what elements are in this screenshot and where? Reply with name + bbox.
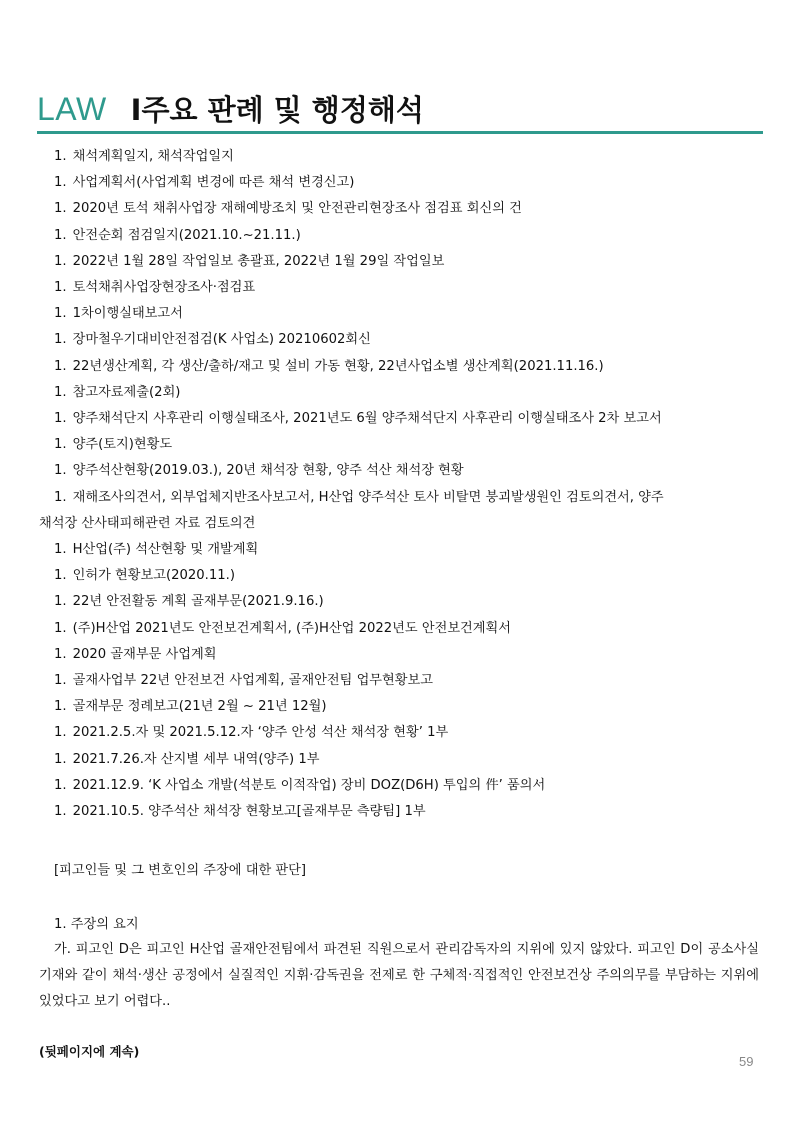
evidence-list — [39, 144, 759, 825]
list-item-text: 양주채석단지 사후관리 이행실태조사, 2021년도 6월 양주채석단지 사후관리 이행실태조사 2차 보고서 — [72, 411, 662, 427]
list-item-number: 1. — [54, 280, 67, 296]
list-item — [39, 144, 759, 170]
list-item-text: 2020 골재부문 사업계획 — [72, 646, 217, 662]
list-item — [39, 799, 759, 825]
list-item — [39, 196, 759, 222]
list-item-text: 22년생산계획, 각 생산/출하/재고 및 설비 가동 현황, 22년사업소별 생산계획(2021.11.16.) — [72, 358, 604, 374]
page-title: Ⅰ주요 판례 및 행정해석 — [130, 93, 424, 127]
list-item-number: 1. — [54, 227, 67, 243]
list-item — [39, 249, 759, 275]
list-item-number: 1. — [54, 725, 67, 741]
list-item — [39, 170, 759, 196]
list-item — [39, 773, 759, 799]
list-item-number: 1. — [54, 673, 67, 689]
list-item — [39, 301, 759, 327]
judgment-heading: [피고인들 및 그 변호인의 주장에 대한 판단] — [54, 863, 307, 878]
list-item-number: 1. — [54, 384, 67, 400]
list-item — [39, 432, 759, 458]
list-item-text: 22년 안전활동 계획 골재부문(2021.9.16.) — [72, 594, 324, 610]
list-item — [39, 616, 759, 642]
section-tag: LAW — [37, 91, 107, 127]
list-item-text: 2021.7.26.자 산지별 세부 내역(양주) 1부 — [72, 751, 320, 767]
list-item-text: 안전순회 점검일지(2021.10.~21.11.) — [72, 227, 301, 243]
list-item-number: 1. — [54, 594, 67, 610]
list-item — [39, 275, 759, 301]
list-item-number: 1. — [54, 777, 67, 793]
header-divider — [37, 131, 763, 134]
list-item-number: 1. — [54, 804, 67, 820]
list-item-number: 1. — [54, 489, 67, 505]
list-item-continuation: 채석장 산사태피해관련 자료 검토의견 — [39, 515, 256, 531]
list-item — [39, 327, 759, 353]
list-item-text: 골재부문 정례보고(21년 2월 ~ 21년 12월) — [72, 699, 327, 715]
list-item-number: 1. — [54, 751, 67, 767]
list-item — [39, 720, 759, 746]
list-item — [39, 354, 759, 380]
list-item-text: 2020년 토석 채취사업장 재해예방조치 및 안전관리현장조사 점검표 회신의 건 — [72, 201, 522, 217]
list-item-number: 1. — [54, 358, 67, 374]
list-item-text: 양주(토지)현황도 — [72, 437, 173, 453]
list-item-number: 1. — [54, 175, 67, 191]
page-header — [37, 88, 424, 129]
list-item-text: (주)H산업 2021년도 안전보건계획서, (주)H산업 2022년도 안전보건계획서 — [72, 620, 512, 636]
list-item-number: 1. — [54, 620, 67, 636]
list-item-number: 1. — [54, 306, 67, 322]
list-item-text: 2021.2.5.자 및 2021.5.12.자 ‘양주 안성 석산 채석장 현황’ 1부 — [72, 725, 449, 741]
list-item-text: 골재사업부 22년 안전보건 사업계획, 골재안전팀 업무현황보고 — [72, 673, 434, 689]
list-item-text: 장마철우기대비안전점검(K 사업소) 20210602회신 — [72, 332, 371, 348]
list-item-number: 1. — [54, 646, 67, 662]
list-item-number: 1. — [54, 568, 67, 584]
list-item — [39, 642, 759, 668]
list-item — [39, 458, 759, 484]
list-item-text: 토석채취사업장현장조사·점검표 — [72, 280, 256, 296]
list-item — [39, 485, 759, 537]
list-item-text: 참고자료제출(2회) — [72, 384, 181, 400]
list-item — [39, 747, 759, 773]
point-heading: 1. 주장의 요지 — [54, 917, 139, 932]
list-item — [39, 694, 759, 720]
list-item-text: 채석계획일지, 채석작업일지 — [72, 149, 234, 164]
continued-note: (뒷페이지에 계속) — [39, 1044, 140, 1059]
list-item — [39, 668, 759, 694]
list-item-number: 1. — [54, 149, 67, 164]
list-item-text: 2021.10.5. 양주석산 채석장 현황보고[골재부문 측량팀] 1부 — [72, 804, 426, 820]
list-item-text: 사업계획서(사업계획 변경에 따른 채석 변경신고) — [72, 175, 355, 191]
list-item-number: 1. — [54, 253, 67, 269]
list-item-number: 1. — [54, 201, 67, 217]
list-item — [39, 537, 759, 563]
list-item-text: H산업(주) 석산현황 및 개발계획 — [72, 542, 259, 558]
list-item-text: 인허가 현황보고(2020.11.) — [72, 568, 235, 584]
list-item-text: 재해조사의견서, 외부업체지반조사보고서, H산업 양주석산 토사 비탈면 붕괴발생원인 검토의견서, 양주 — [72, 489, 664, 505]
list-item-number: 1. — [54, 463, 67, 479]
list-item-number: 1. — [54, 699, 67, 715]
list-item — [39, 563, 759, 589]
list-item-text: 1차이행실태보고서 — [72, 306, 183, 322]
page-number: 59 — [739, 1054, 754, 1069]
list-item-text: 2022년 1월 28일 작업일보 총괄표, 2022년 1월 29일 작업일보 — [72, 253, 445, 269]
body-paragraph: 가. 피고인 D은 피고인 H산업 골재안전팀에서 파견된 직원으로서 관리감독자의 지위에 있지 않았다. 피고인 D이 공소사실 기재와 같이 채석·생산 공정에서 실질적인 지휘·감독권을 전제로 한 구체적·직접적인 안전보건상 주의의무를 부담하는 지위에 있었다고 보기 어렵다.. — [39, 942, 759, 1010]
list-item-number: 1. — [54, 332, 67, 348]
list-item-text: 2021.12.9. ‘K 사업소 개발(석분토 이적작업) 장비 DOZ(D6H) 투입의 件’ 품의서 — [72, 777, 546, 793]
list-item — [39, 406, 759, 432]
list-item-number: 1. — [54, 411, 67, 427]
list-item — [39, 380, 759, 406]
list-item-number: 1. — [54, 542, 67, 558]
list-item — [39, 589, 759, 615]
list-item-text: 양주석산현황(2019.03.), 20년 채석장 현황, 양주 석산 채석장 현황 — [72, 463, 464, 479]
list-item — [39, 223, 759, 249]
list-item-number: 1. — [54, 437, 67, 453]
